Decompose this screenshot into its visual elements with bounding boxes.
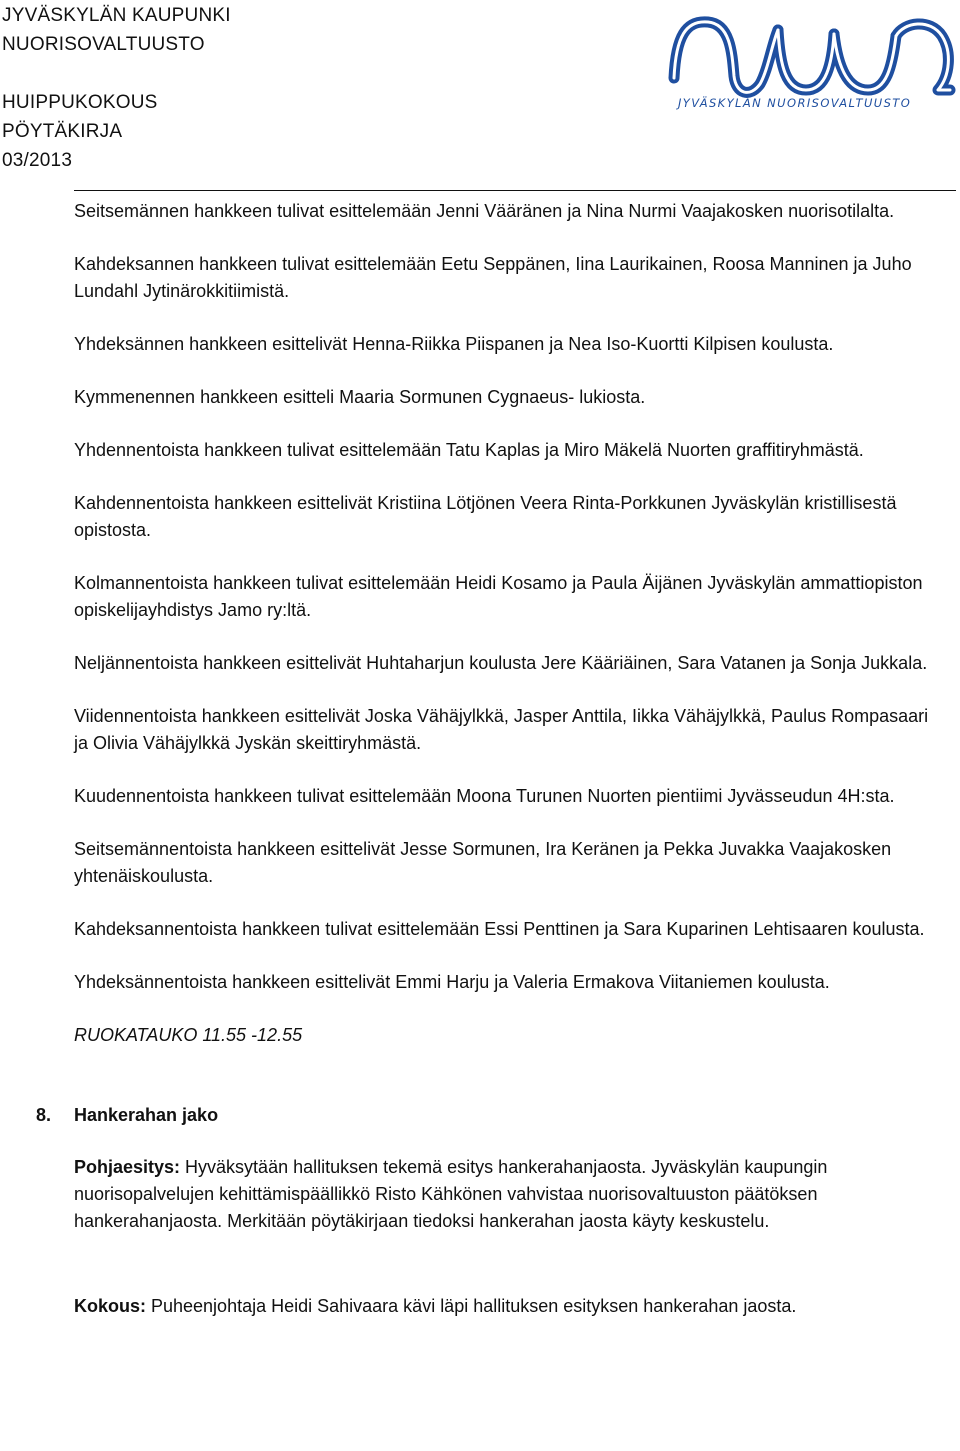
paragraph: Viidennentoista hankkeen esittelivät Joska Vähäjylkkä, Jasper Anttila, Iikka Vähäjylkkä, Paulus Rompasaari ja Olivia Vähäjylkkä Jyskän skeittiryhmästä. [74, 706, 929, 753]
paragraph: Kymmenennen hankkeen esitteli Maaria Sormunen Cygnaeus- lukiosta. [74, 387, 646, 407]
organization-name: JYVÄSKYLÄN KAUPUNKI [2, 5, 231, 26]
section-number: 8. [36, 1105, 52, 1125]
section-heading [36, 1102, 946, 1129]
proposal-label: Pohjaesitys: [74, 1157, 181, 1177]
header-info [2, 1, 231, 175]
meeting-paragraph [74, 1293, 946, 1320]
header-divider [74, 190, 956, 191]
paragraph: Kahdennentoista hankkeen esittelivät Kristiina Lötjönen Veera Rinta-Porkkunen Jyväskylän kristillisestä opistosta. [74, 493, 897, 540]
paragraph: Kahdeksannen hankkeen tulivat esittelemään Eetu Seppänen, Iina Laurikainen, Roosa Manninen ja Juho Lundahl Jytinärokkitiimistä. [74, 254, 912, 301]
document-type: PÖYTÄKIRJA [2, 121, 123, 142]
document-body [36, 198, 946, 1346]
paragraph: Yhdeksännen hankkeen esittelivät Henna-Riikka Piispanen ja Nea Iso-Kuortti Kilpisen koulusta. [74, 334, 834, 354]
paragraph: Yhdennentoista hankkeen tulivat esittelemään Tatu Kaplas ja Miro Mäkelä Nuorten graffitiryhmästä. [74, 440, 864, 460]
meeting-text: Puheenjohtaja Heidi Sahivaara kävi läpi hallituksen esityksen hankerahan jaosta. [146, 1296, 797, 1316]
meeting-label: Kokous: [74, 1296, 146, 1316]
section-title: Hankerahan jako [74, 1105, 219, 1125]
paragraph: Seitsemännentoista hankkeen esittelivät Jesse Sormunen, Ira Keränen ja Pekka Juvakka Vaajakosken yhtenäiskoulusta. [74, 839, 892, 886]
unit-name: NUORISOVALTUUSTO [2, 34, 205, 55]
paragraph: Neljännentoista hankkeen esittelivät Huhtaharjun koulusta Jere Kääriäinen, Sara Vatanen ja Sonja Jukkala. [74, 653, 928, 673]
proposal-text: Hyväksytään hallituksen tekemä esitys hankerahanjaosta. Jyväskylän kaupungin nuorisopalvelujen kehittämispäällikkö Risto Kähkönen vahvistaa nuorisovaltuuston päätöksen hankerahanjaosta. Merkitään pöytäkirjaan tiedoksi hankerahan jaosta käyty keskustelu. [74, 1157, 828, 1231]
paragraph: Kahdeksannentoista hankkeen tulivat esittelemään Essi Penttinen ja Sara Kuparinen Lehtisaaren koulusta. [74, 919, 925, 939]
meeting-name: HUIPPUKOKOUS [2, 92, 158, 113]
lunch-break-note: RUOKATAUKO 11.55 -12.55 [74, 1025, 303, 1045]
document-number: 03/2013 [2, 150, 73, 171]
document-header [0, 0, 960, 192]
logo-caption: JYVÄSKYLÄN NUORISOVALTUUSTO [678, 96, 912, 110]
paragraph: Kolmannentoista hankkeen tulivat esittelemään Heidi Kosamo ja Paula Äijänen Jyväskylän ammattiopiston opiskelijayhdistys Jamo ry:ltä. [74, 573, 923, 620]
paragraph: Seitsemännen hankkeen tulivat esittelemään Jenni Vääränen ja Nina Nurmi Vaajakosken nuorisotilalta. [74, 201, 895, 221]
proposal-paragraph [74, 1154, 946, 1235]
paragraph: Kuudennentoista hankkeen tulivat esittelemään Moona Turunen Nuorten pientiimi Jyvässeudun 4H:sta. [74, 786, 895, 806]
paragraph: Yhdeksännentoista hankkeen esittelivät Emmi Harju ja Valeria Ermakova Viitaniemen koulusta. [74, 972, 830, 992]
